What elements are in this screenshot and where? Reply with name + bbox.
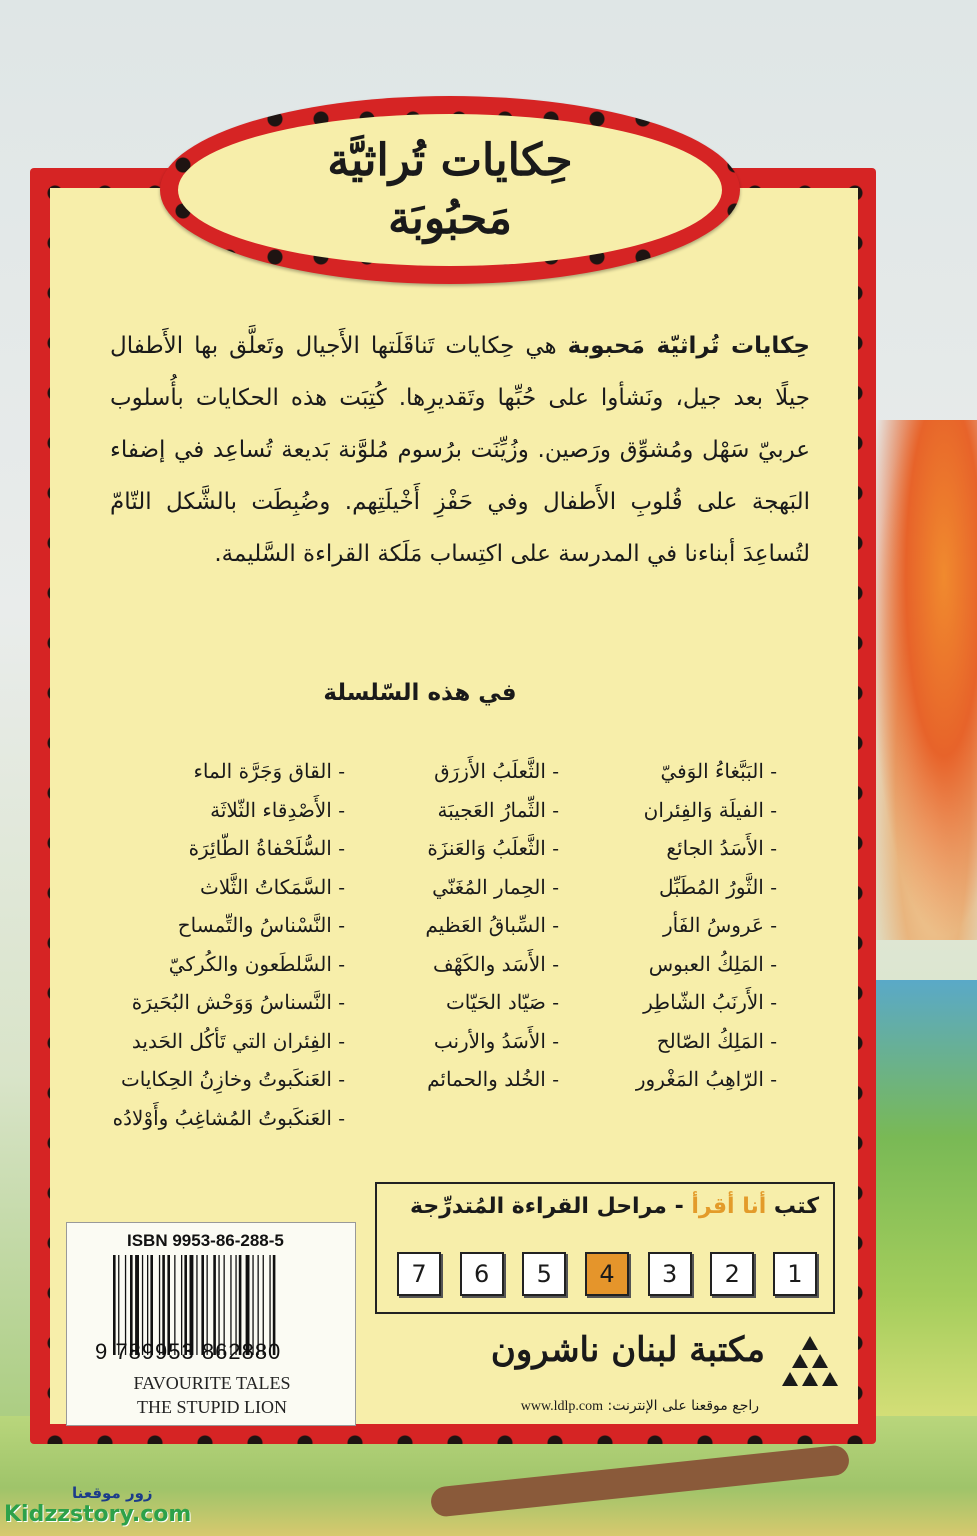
series-column-2 bbox=[425, 752, 559, 1099]
series-title: - الأَرنَبُ الشّاطِر bbox=[636, 983, 777, 1022]
series-title: - الأَسَدُ والأرنب bbox=[425, 1022, 559, 1061]
background-lion-illustration bbox=[867, 420, 977, 940]
series-title: - السُّلَحْفاةُ الطّائِرَة bbox=[113, 829, 345, 868]
stages-suffix: - مراحل القراءة المُتدرِّجة bbox=[410, 1194, 692, 1219]
intro-text-1: هي حِكايات تَناقَلَتها الأَجيال وتَعلَّق بها الأَطفال جيلًا بعد جيل، ونَشأوا على حُبِّها وتَقديرِها. bbox=[110, 333, 810, 411]
publisher-name: مكتبة لبنان ناشرون bbox=[490, 1330, 765, 1370]
series-title: - الثَّورُ المُطَبِّل bbox=[636, 868, 777, 907]
english-book-title: THE STUPID LION bbox=[137, 1397, 287, 1417]
series-title: - المَلِكُ الصّالح bbox=[636, 1022, 777, 1061]
website-url-link[interactable]: www.ldlp.com bbox=[520, 1399, 604, 1414]
stage-level: 1 bbox=[773, 1252, 817, 1296]
english-series-name: FAVOURITE TALES bbox=[133, 1373, 291, 1393]
series-title: - القاق وَجَرَّة الماء bbox=[113, 752, 345, 791]
series-heading: في هذه السّلسلة bbox=[323, 680, 517, 706]
isbn-number: ISBN 9953-86-288-5 bbox=[127, 1231, 284, 1250]
title-line-1: حِكايات تُراثيَّة bbox=[327, 135, 573, 186]
intro-text-2: كُتِبَت هذه الحكايات بأُسلوب عربيّ سَهْل ومُشوِّق ورَصين. bbox=[110, 385, 811, 463]
title-line-2: مَحبُوبَة bbox=[388, 193, 512, 244]
intro-text-3: وزُيِّنَت برُسوم مُلوَّنة بَديعة تُساعِد في إضفاء البَهجة على قُلوبِ الأَطفال وفي حَفْزِ أَخْيلَتِهم. وضُبِطَت بالشَّكل التّامّ لتُساعِدَ أبناءنا في المدرسة على اكتِساب مَلَكة القراءة السَّليمة. bbox=[110, 437, 810, 567]
isbn-barcode-digits: 9 789953 862880 bbox=[95, 1339, 282, 1364]
series-title: - البَبَّغاءُ الوَفيّ bbox=[636, 752, 777, 791]
publisher-triangle-logo bbox=[782, 1334, 838, 1394]
series-title: - العَنكَبوتُ المُشاغِبُ وأَوْلادُه bbox=[113, 1099, 345, 1138]
series-title: - النَّسْناسُ والتِّمساح bbox=[113, 906, 345, 945]
isbn-barcode-box bbox=[66, 1222, 356, 1426]
stage-level: 6 bbox=[460, 1252, 504, 1296]
series-title: - الفيلَة وَالفِئران bbox=[636, 791, 777, 830]
intro-bold-lead: حِكايات تُراثيّة مَحبوبة bbox=[567, 333, 811, 359]
reading-stages-box bbox=[375, 1182, 835, 1314]
series-title: - النَّسناسُ وَوَحْش البُحَيرَة bbox=[113, 983, 345, 1022]
series-title: - الحِمار المُغَنّي bbox=[425, 868, 559, 907]
stage-levels bbox=[397, 1252, 817, 1298]
series-title: - السَّلطَعون والكُركيّ bbox=[113, 945, 345, 984]
background-hill-illustration bbox=[867, 980, 977, 1430]
watermark-site[interactable]: Kidzzstory.com bbox=[4, 1502, 192, 1527]
series-column-3 bbox=[113, 752, 345, 1137]
series-title: - السَّمَكاتُ الثَّلاث bbox=[113, 868, 345, 907]
series-title: - الأَصْدِقاء الثّلاثَة bbox=[113, 791, 345, 830]
intro-paragraph bbox=[110, 320, 810, 580]
series-title: - المَلِكُ العبوس bbox=[636, 945, 777, 984]
stage-level: 5 bbox=[522, 1252, 566, 1296]
series-title: - الرّاهِبُ المَغْرور bbox=[636, 1060, 777, 1099]
series-column-1 bbox=[636, 752, 777, 1099]
series-title: - الفِئران التي تَأكُل الحَديد bbox=[113, 1022, 345, 1061]
series-title: - الثِّمارُ العَجيبَة bbox=[425, 791, 559, 830]
website-label: راجع موقعنا على الإنترنت: bbox=[603, 1398, 759, 1414]
series-title: - الثَّعلَبُ وَالعَنزَة bbox=[425, 829, 559, 868]
stage-level: 7 bbox=[397, 1252, 441, 1296]
series-title: - الخُلد والحمائم bbox=[425, 1060, 559, 1099]
series-title: - صَيّاد الحَيّات bbox=[425, 983, 559, 1022]
series-title: - العَنكَبوتُ وخازِنُ الحِكايات bbox=[113, 1060, 345, 1099]
series-title: - عَروسُ الفَأر bbox=[636, 906, 777, 945]
stages-prefix: كتب bbox=[766, 1194, 819, 1219]
series-title: - الثَّعلَبُ الأَزرَق bbox=[425, 752, 559, 791]
title-oval bbox=[178, 114, 722, 266]
stages-brand: أنا أقرأ bbox=[691, 1194, 767, 1219]
series-title: - الأَسَد والكَهْف bbox=[425, 945, 559, 984]
reading-stages-title bbox=[410, 1194, 819, 1219]
watermark-arabic: زور موقعنا bbox=[72, 1484, 153, 1502]
stage-level: 4 bbox=[585, 1252, 629, 1296]
stage-level: 2 bbox=[710, 1252, 754, 1296]
stage-level: 3 bbox=[648, 1252, 692, 1296]
series-title: - الأَسَدُ الجائع bbox=[636, 829, 777, 868]
publisher-website bbox=[521, 1398, 759, 1415]
series-title: - السِّباقُ العَظيم bbox=[425, 906, 559, 945]
